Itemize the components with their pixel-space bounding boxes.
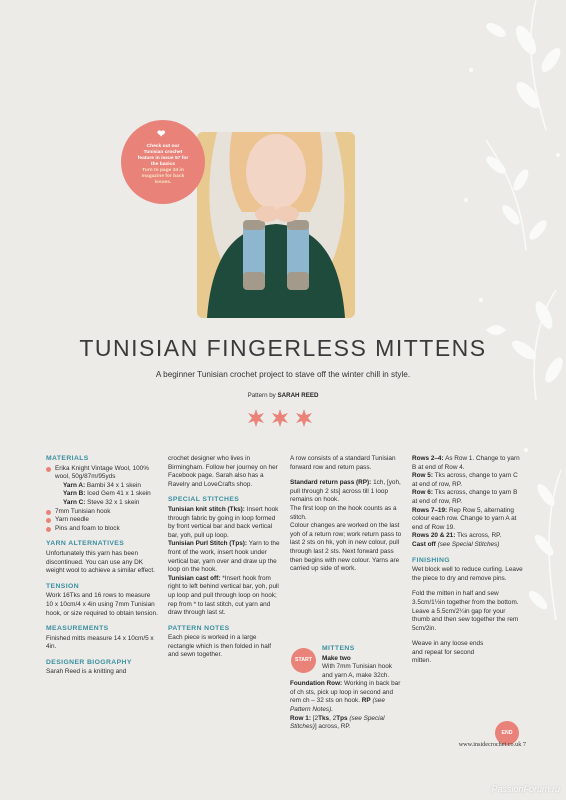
yarn-a-label: Yarn A: [63, 481, 86, 489]
row-1 [290, 715, 402, 732]
rows-7-19-label: Rows 7–19: [412, 506, 448, 514]
row-1-label: Row 1: [290, 714, 311, 722]
end-badge: END [495, 721, 519, 745]
row-5 [412, 472, 524, 489]
material-text: Yarn needle [55, 516, 89, 524]
hero-photo [197, 132, 355, 318]
finishing-text-2: Fold the mitten in half and sew 3.5cm/1½in together from the bottom. Leave a 5.5cm/2¼in gap for your thumb and then sew together the rem 5cm/2in. [412, 590, 519, 632]
finishing-text-3: Weave in any loose ends and repeat for second mitten. [412, 640, 484, 665]
start-badge: START [291, 648, 316, 673]
yarn-b-label: Yarn B: [63, 490, 86, 498]
pattern-notes-text: Each piece is worked in a large rectangle which is then folded in half and sewn together. [168, 634, 272, 659]
designer-bio-continued: crochet designer who lives in Birmingham. Follow her journey on her Facebook page. Sarah also has a Ravelry and LoveCrafts shop. [168, 455, 278, 488]
byline-author: SARAH REED [277, 392, 319, 399]
rows-7-19-text: Rep Row 5, alternating colour each row. Change to yarn A at end of Row 19. [412, 506, 517, 531]
star-icon [272, 409, 288, 427]
return-pass-text: 1ch, [yoh, pull through 2 sts] across till 1 loop remains on hook. [290, 479, 401, 504]
rows-2-4 [412, 455, 524, 472]
row-definition-text: A row consists of a standard Tunisian forward row and return pass. [290, 455, 396, 471]
page-footer [459, 741, 526, 748]
material-item [46, 508, 158, 517]
measurements-heading: MEASUREMENTS [46, 625, 109, 633]
bullet-icon [46, 467, 51, 472]
column-1 [46, 455, 158, 677]
rows-2-4-label: Rows 2–4: [412, 455, 444, 462]
callout-line-1: Check out our Tunisian crochet feature in issue 57 for the basics [137, 144, 189, 167]
foundation-note: (see Pattern Notes). [290, 697, 385, 713]
byline-prefix: Pattern by [247, 392, 276, 399]
make-two-label: Make two [322, 654, 351, 662]
tks-text: Insert hook through fabric by going in loop formed by front vertical bar and back vertical bar, yoh, pull up loop. [168, 505, 279, 539]
byline [0, 392, 566, 399]
material-item [46, 465, 158, 482]
special-stitches-heading: SPECIAL STITCHES [168, 496, 240, 504]
tension-heading: TENSION [46, 582, 80, 590]
bullet-icon [46, 518, 51, 523]
pattern-notes-heading: PATTERN NOTES [168, 624, 230, 632]
callout-line-2: Turn to page 34 in magazine for back issues. [141, 168, 185, 185]
tps-definition [168, 540, 280, 574]
designer-bio-text: Sarah Reed is a knitting and [46, 668, 127, 676]
yarn-a [46, 482, 158, 491]
tks-label: Tunisian knit stitch (Tks): [168, 505, 245, 513]
rows-20-21-label: Rows 20 & 21: [412, 532, 456, 540]
heart-icon: ❤ [157, 129, 166, 140]
material-text: Erika Knight Vintage Wool, 100% wool, 50g/87m/95yds [55, 464, 149, 481]
row-1-text-b: , 2 [329, 714, 337, 722]
cast-off-row [412, 541, 524, 550]
row-5-text: Tks across, change to yarn C at end of row, RP. [412, 472, 518, 488]
material-item [46, 516, 158, 525]
page-number: 7 [522, 741, 526, 748]
model-mittens-image [197, 132, 355, 318]
foundation-row-text: Working in back bar of ch sts, pick up loop in second and rem ch – 32 sts on hook. [290, 680, 401, 705]
tension-text: Work 16Tks and 16 rows to measure 10 x 10cm/4 x 4in using 7mm Tunisian hook, or size required to obtain tension. [46, 592, 158, 617]
yarn-alternatives-heading: YARN ALTERNATIVES [46, 540, 125, 548]
cast-off-row-note: (see Special Stitches) [437, 540, 500, 548]
difficulty-rating [244, 407, 324, 429]
designer-bio-heading: DESIGNER BIOGRAPHY [46, 658, 132, 666]
watermark: PassionForum.ru [491, 784, 560, 794]
tps-text: Yarn to the front of the work, insert hook under vertical bar, yarn over and draw up the loop on the hook. [168, 540, 280, 574]
column-2 [168, 455, 280, 660]
row-6-text: Tks across, change to yarn B at end of row, RP. [412, 489, 518, 505]
row-1-tps: Tps [336, 714, 348, 722]
row-1-text-c: ] across, RP. [314, 723, 351, 731]
finishing-text-1: Wet block well to reduce curling. Leave the piece to dry and remove pins. [412, 566, 523, 582]
cast-off-label: Tunisian cast off: [168, 574, 221, 582]
row-6 [412, 489, 524, 506]
column-3 [290, 455, 402, 574]
yarn-c-label: Yarn C: [63, 498, 86, 506]
materials-heading: MATERIALS [46, 455, 89, 462]
mittens-intro-text: With 7mm Tunisian hook and yarn A, make 32ch. [322, 663, 392, 679]
rows-20-21-text: Tks across, RP. [457, 532, 502, 540]
page-title: TUNISIAN FINGERLESS MITTENS [79, 335, 487, 361]
cast-off-definition [168, 575, 280, 618]
leaf-pattern-decoration [426, 0, 566, 800]
yarn-a-value: Bambi 34 x 1 skein [86, 481, 141, 489]
bullet-icon [46, 527, 51, 532]
return-pass-label: Standard return pass (RP): [290, 479, 372, 487]
foundation-rp-label: RP [361, 697, 371, 705]
yarn-alternatives-text: Unfortunately this yarn has been discontinued. You can use any DK weight wool to achieve a similar effect. [46, 549, 155, 575]
cast-off-text: *Insert hook from right to left behind vertical bar, yoh, pull up loop and pull through loop on hook; rep from * to last stitch, cut yarn and draw through last st. [168, 574, 279, 617]
page-subtitle: A beginner Tunisian crochet project to stave off the winter chill in style. [155, 370, 411, 379]
yarn-b [46, 490, 158, 499]
row-6-label: Row 6: [412, 489, 433, 497]
cast-off-row-label: Cast off [412, 540, 436, 548]
star-icon [248, 409, 264, 427]
rows-7-19 [412, 507, 524, 533]
row-1-note: (see Special Stitches) [290, 714, 385, 731]
star-icon [296, 409, 312, 427]
footer-url: www.insidecrochet.co.uk [458, 741, 522, 748]
yarn-b-value: Iced Gem 41 x 1 skein [87, 490, 151, 498]
rows-20-21 [412, 532, 524, 541]
foundation-row-label: Foundation Row: [290, 680, 343, 688]
mittens-heading: MITTENS [322, 645, 355, 652]
yarn-c-value: Steve 32 x 1 skein [87, 498, 140, 506]
first-loop-text: The first loop on the hook counts as a stitch. [290, 504, 397, 521]
measurements-text: Finished mitts measure 14 x 10cm/5 x 4in. [46, 634, 154, 651]
row-1-text-a: [2 [312, 714, 319, 722]
material-text: Pins and foam to block [55, 524, 120, 532]
foundation-row [290, 680, 402, 714]
return-pass-definition [290, 479, 402, 505]
material-item [46, 525, 158, 534]
column-4 [412, 455, 524, 666]
colour-change-text: Colour changes are worked on the last yoh of a return row; work return pass to last 2 sts on hk, yoh in new colour, pull through last 2 sts. Next forward pass then begins with new colour. Yarns are carried up side of work. [290, 522, 402, 573]
yarn-c [46, 499, 158, 508]
row-1-tks: Tks [318, 714, 330, 722]
mittens-instructions [290, 663, 402, 732]
finishing-heading: FINISHING [412, 556, 450, 564]
tks-definition [168, 506, 280, 540]
mittens-section [322, 645, 412, 663]
rows-2-4-text: As Row 1. Change to yarn B at end of Row 4. [412, 455, 520, 471]
row-5-label: Row 5: [412, 472, 433, 480]
issue-callout-badge [121, 120, 205, 204]
material-text: 7mm Tunisian hook [55, 507, 111, 515]
bullet-icon [46, 510, 51, 515]
tps-label: Tunisian Purl Stitch (Tps): [168, 540, 248, 548]
